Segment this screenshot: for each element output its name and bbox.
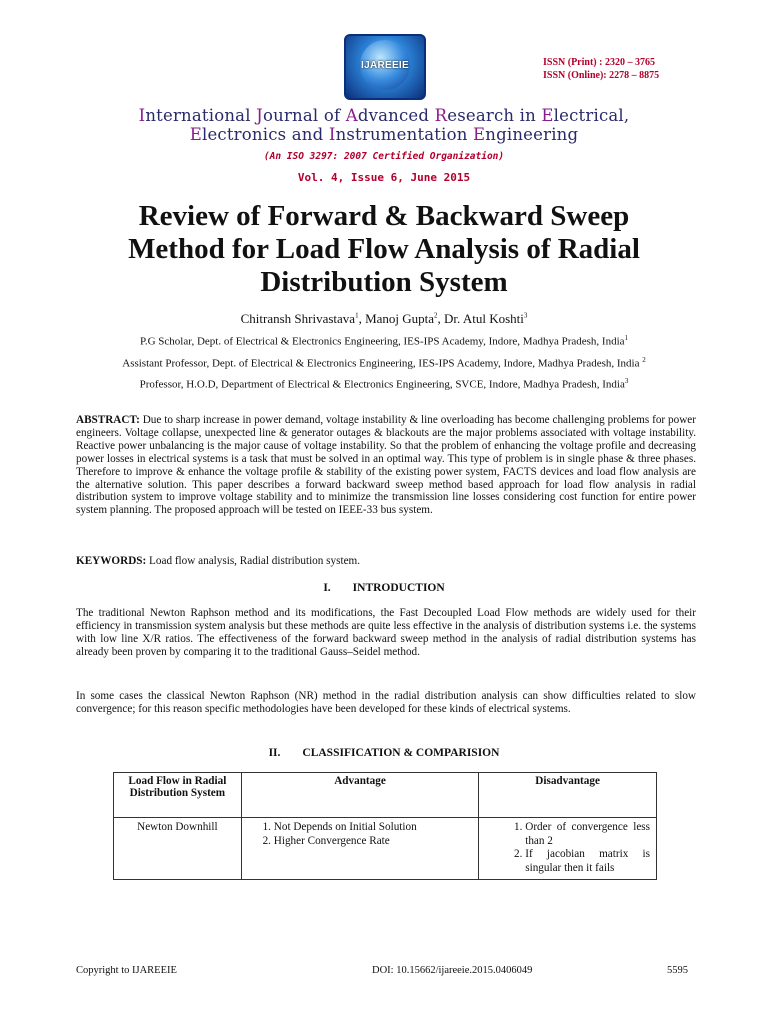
- disadvantage-cell: [479, 818, 657, 880]
- author-list: Chitransh Shrivastava$^1$, Manoj Gupta$^2$, Dr. Atul Koshti$^3$: [240, 311, 528, 326]
- list-item: 2. If jacobian matrix is singular then it fails: [525, 848, 650, 875]
- issn-online: ISSN (Online): 2278 – 8875: [543, 70, 660, 81]
- journal-name-line1: International Journal of Advanced Research in Electrical,: [138, 106, 630, 125]
- table-row: [114, 818, 657, 880]
- volume-issue: Vol. 4, Issue 6, June 2015: [297, 171, 471, 184]
- footer-page-number: 5595: [667, 965, 688, 976]
- author-name: Chitransh Shrivastava: [240, 311, 356, 326]
- method-cell: Newton Downhill: [114, 818, 242, 880]
- affiliation-3: Professor, H.O.D, Department of Electrical & Electronics Engineering, SVCE, Indore, Madhya Pradesh, India$^3$: [139, 377, 629, 391]
- advantage-list: [248, 821, 472, 848]
- table-header: Advantage: [241, 773, 478, 818]
- keywords-text: Load flow analysis, Radial distribution system.: [146, 555, 361, 567]
- intro-paragraph-1: The traditional Newton Raphson method and its modifications, the Fast Decoupled Load Flow methods are widely used for their efficiency in transmission system analysis but these methods are quite less effective in the analysis of distribution systems i.e. the systems with low line X/R ratios. The effectiveness of the forward backward sweep method in the analysis of radial distribution systems has already been proven by comparing it to the traditional Gauss–Seidel method.: [76, 607, 696, 658]
- affiliation-2: Assistant Professor, Dept. of Electrical & Electronics Engineering, IES-IPS Academy, Indore, Madhya Pradesh, India $^2$: [122, 356, 646, 370]
- intro-paragraph-2: In some cases the classical Newton Raphson (NR) method in the radial distribution analysis can show difficulties related to slow convergence; for this reason specific methodologies have been developed for these kinds of electrical systems.: [76, 690, 696, 715]
- logo-text: IJAREEIE: [361, 60, 409, 71]
- footer-doi: DOI: 10.15662/ijareeie.2015.0406049: [372, 965, 533, 976]
- disadvantage-list: [485, 821, 650, 875]
- iso-certification: (An ISO 3297: 2007 Certified Organization): [263, 151, 505, 162]
- abstract-text: Due to sharp increase in power demand, voltage instability & line overloading has become challenging problems for power engineers. Voltage collapse, unexpected line & generator outages & blackouts are the major problems associated with voltage instability. Reactive power unbalancing is the major cause of voltage instability. So that the problem of enhancing the voltage profile and decreasing power losses in electrical systems is a task that must be solved in an optimal way. This type of problem is in single phase & three phases. Therefore to improve & enhance the voltage profile & stability of the existing power system, FACTS devices and load flow analysis are the alternative solution. This paper describes a forward backward sweep method based approach for load flow analysis in radial distribution system to improve voltage stability and to minimize the transmission line losses considering cost function for entire power system planning. The proposed approach will be tested on IEEE-33 bus system.: [76, 414, 696, 517]
- footer-copyright: Copyright to IJAREEIE: [76, 965, 177, 976]
- author-name: Dr. Atul Koshti: [444, 311, 524, 326]
- advantage-cell: [241, 818, 478, 880]
- section-heading-classification: II. CLASSIFICATION & COMPARISION: [268, 747, 500, 759]
- issn-block: [543, 56, 659, 82]
- section-heading-introduction: I. INTRODUCTION: [323, 582, 445, 594]
- list-item: 1. Order of convergence less than 2: [525, 821, 650, 848]
- journal-name-line2: Electronics and Instrumentation Engineering: [189, 125, 579, 144]
- author-name: Manoj Gupta: [365, 311, 435, 326]
- table-header: Load Flow in Radial Distribution System: [114, 773, 242, 818]
- abstract-label: ABSTRACT:: [76, 414, 140, 426]
- keywords-label: KEYWORDS:: [76, 555, 147, 567]
- abstract: [76, 414, 696, 517]
- journal-logo: [344, 34, 426, 100]
- issn-print: ISSN (Print) : 2320 – 3765: [543, 57, 655, 68]
- table-header: Disadvantage: [479, 773, 657, 818]
- paper-title: Review of Forward & Backward Sweep Method for Load Flow Analysis of Radial Distribution System: [128, 200, 640, 298]
- list-item: 1. Not Depends on Initial Solution: [274, 821, 472, 835]
- table-header-row: [114, 773, 657, 818]
- list-item: 2. Higher Convergence Rate: [274, 835, 472, 849]
- comparison-table: [113, 772, 657, 880]
- keywords: [76, 555, 696, 568]
- affiliation-1: P.G Scholar, Dept. of Electrical & Electronics Engineering, IES-IPS Academy, Indore, Madhya Pradesh, India$^1$: [139, 334, 629, 348]
